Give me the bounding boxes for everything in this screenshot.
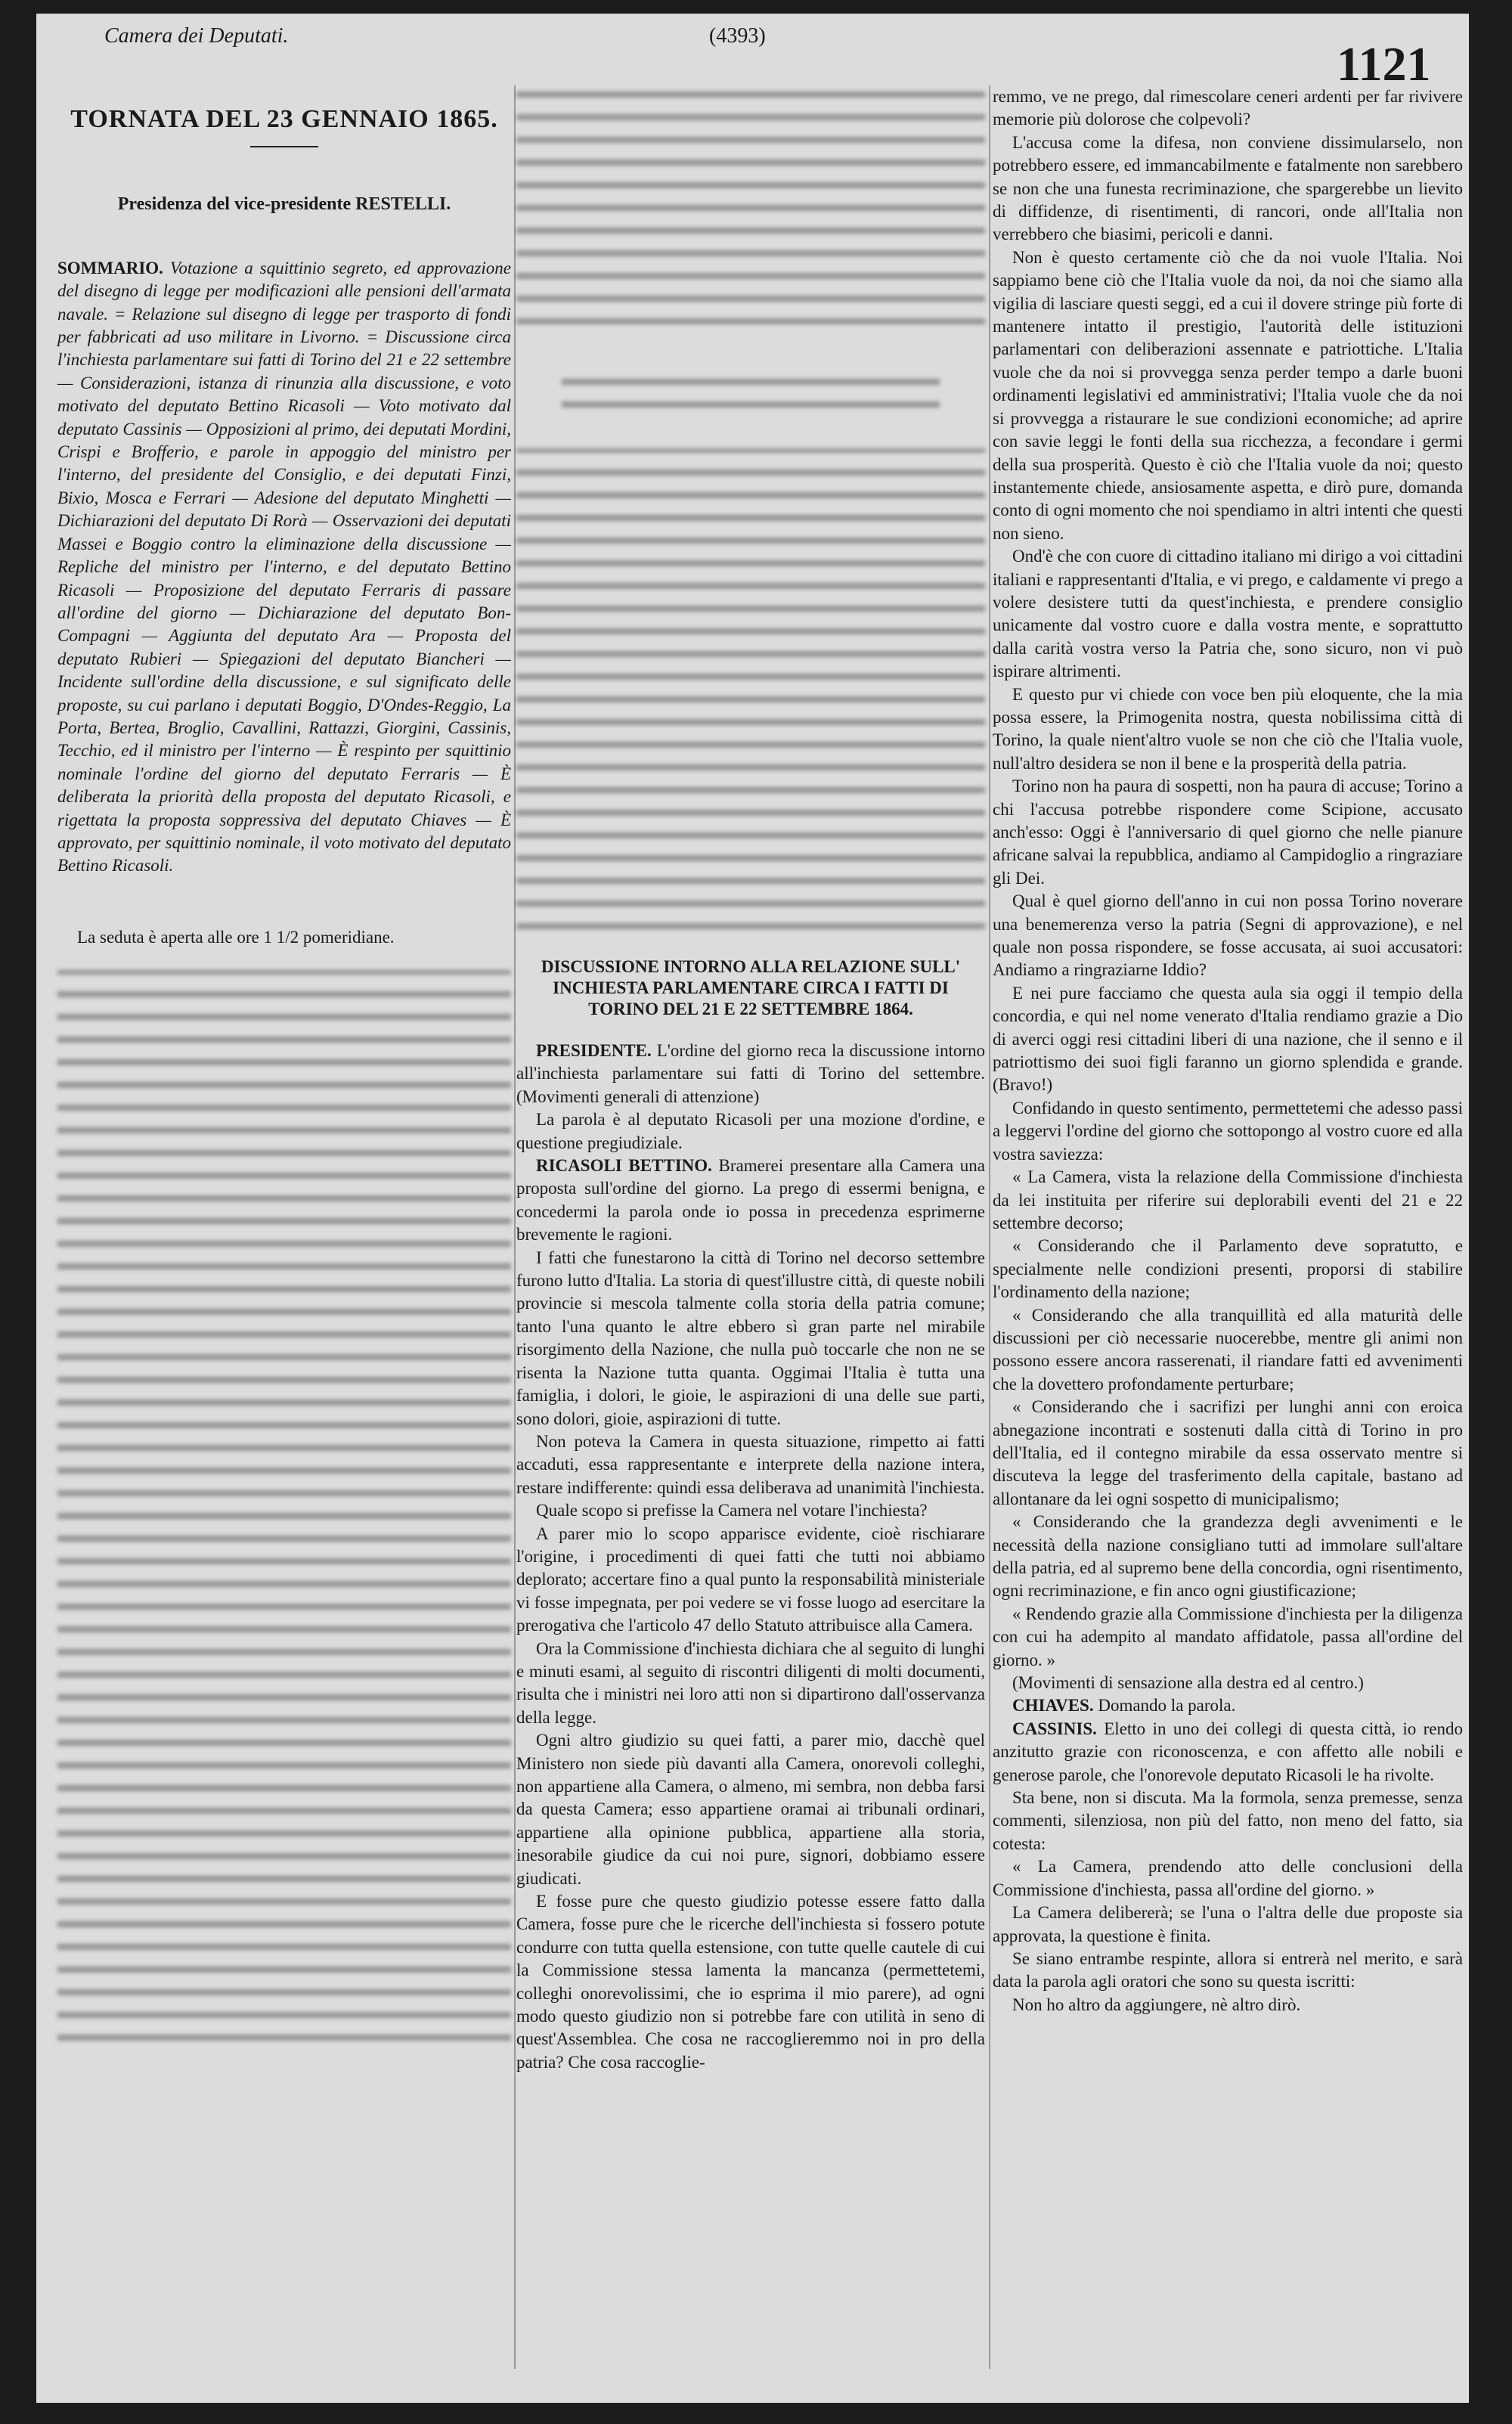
paragraph	[516, 1523, 985, 1638]
column-2-body	[516, 1040, 985, 2074]
speaker-name: PRESIDENTE.	[536, 1041, 657, 1060]
paragraph	[993, 1235, 1463, 1303]
paragraph	[993, 545, 1463, 683]
column-1	[57, 85, 511, 2051]
paragraph-text: (Movimenti di sensazione alla destra ed al centro.)	[1012, 1673, 1364, 1693]
illegible-text-top	[516, 85, 985, 335]
paragraph-text: Confidando in questo sentimento, permettetemi che adesso passi a leggervi l'ordine del giorno che sottopongo al vostro cuore ed alla vostra saviezza:	[993, 1098, 1463, 1164]
paragraph-text: E fosse pure che questo giudizio potesse essere fatto dalla Camera, fosse pure che le ricerche dell'inchiesta si fossero potute condurre con tutta quella estensione, con tutte quelle cautele di cui la Commissione stessa lamenta la mancanza (permettetemi, colleghi onorevolissimi, che io esprima il mio parere), ad ogni modo questo giudizio non si potrebbe fare con utilità in seno di quest'Assemblea. Che cosa ne raccoglieremmo noi in pro della patria? Che cosa raccoglie-	[516, 1892, 985, 2072]
paragraph	[993, 1902, 1463, 1948]
paragraph-text: Domando la parola.	[1098, 1696, 1236, 1716]
paragraph-text: E questo pur vi chiede con voce ben più eloquente, che la mia possa essere, la Primogenita nostra, questa nobilissima città di Torino, la quale nient'altro vuole se non che ciò che l'Italia vuole, null'altro desidera se non il bene e la prosperità della patria.	[993, 684, 1463, 773]
column-rule-1	[514, 85, 516, 2369]
paragraph	[993, 1694, 1463, 1717]
paragraph	[516, 1155, 985, 1247]
illegible-text-block	[57, 970, 511, 2051]
title-rule	[250, 146, 318, 147]
paragraph	[993, 1603, 1463, 1672]
paragraph	[516, 1729, 985, 1890]
header-chamber: Camera dei Deputati.	[104, 24, 289, 48]
summary-label: SOMMARIO.	[57, 258, 163, 277]
paragraph	[993, 132, 1463, 246]
paragraph-text: « La Camera, prendendo atto delle conclusioni della Commissione d'inchiesta, passa all'ordine del giorno. »	[993, 1857, 1463, 1899]
paragraph	[516, 1431, 985, 1499]
paragraph-text: Non ho altro da aggiungere, nè altro dirò.	[1012, 1995, 1301, 2014]
paragraph-text: « Considerando che i sacrifizi per lunghi anni con eroica abnegazione incontrati e sostenuti dalla città di Torino in pro dell'Italia, ed il contegno mirabile da essa osservato mentre si discuteva la legge del trasferimento della capitale, bastano ad allontanare da lei ogni sospetto di municipalismo;	[993, 1397, 1463, 1508]
header-page-number: (4393)	[709, 24, 766, 48]
paragraph-text: Qual è quel giorno dell'anno in cui non possa Torino noverare una benemerenza verso la patria (Segni di approvazione), e nel quale non possa rispondere, se fosse accusata, ai suoi accusatori: Andiamo a ringraziarne Iddio?	[993, 891, 1463, 980]
paragraph-text: « La Camera, vista la relazione della Commissione d'inchiesta da lei instituita per riferire sui deplorabili eventi del 21 e 22 settembre decorso;	[993, 1167, 1463, 1232]
paragraph-text: Ond'è che con cuore di cittadino italiano mi dirigo a voi cittadini italiani e rappresentanti d'Italia, e vi prego, e caldamente vi prego a volere desistere tutti da quest'inchiesta, e prendere consiglio unicamente dal vostro cuore e dalla vostra mente, e soprattutto dalla carità vostra verso la Patria che, sono sicuro, non vi può ispirare altrimenti.	[993, 547, 1463, 681]
paragraph-text: « Considerando che alla tranquillità ed alla maturità delle discussioni per ciò necessarie nuocerebbe, mentre gli animi non possono essere ancora rasserenati, il riandare fatti ed avvenimenti che la dovettero profondamente perturbare;	[993, 1305, 1463, 1393]
paragraph-text: A parer mio lo scopo apparisce evidente, cioè rischiarare l'origine, i procedimenti di quei fatti che tutti noi abbiamo deplorato; accertare fino a qual punto la responsabilità ministeriale vi fosse impegnata, per poi vedere se vi fosse luogo ad esercitare la prerogativa che l'articolo 47 dello Statuto attribuisce alla Camera.	[516, 1524, 985, 1635]
paragraph	[993, 1097, 1463, 1166]
session-title: TORNATA DEL 23 GENNAIO 1865.	[70, 105, 498, 133]
paragraph	[993, 683, 1463, 776]
paragraph-text: Se siano entrambe respinte, allora si entrerà nel merito, e sarà data la parola agli oratori che sono su questa iscritti:	[993, 1948, 1463, 1992]
paragraph-text: « Considerando che il Parlamento deve sopratutto, e specialmente nelle condizioni presenti, proporsi di stabilire l'ordinamento della nazione;	[993, 1236, 1463, 1302]
paragraph	[516, 1247, 985, 1431]
paragraph	[993, 890, 1463, 982]
summary-paragraph	[57, 257, 511, 878]
presidency-line: Presidenza del vice-presidente RESTELLI.	[117, 194, 451, 215]
paragraph	[993, 1718, 1463, 1787]
paragraph	[993, 1994, 1463, 2016]
paragraph	[516, 1108, 985, 1155]
paragraph-text: Sta bene, non si discuta. Ma la formola, senza premesse, senza commenti, silenziosa, non più del fatto, non meno del fatto, sia cotesta:	[993, 1788, 1463, 1853]
paragraph	[993, 1672, 1463, 1694]
speaker-name: RICASOLI BETTINO.	[536, 1156, 719, 1176]
paragraph-text: Ogni altro giudizio su quei fatti, a parer mio, dacchè quel Ministero non siede più davanti alla Camera, onorevoli colleghi, non appartiene alla Camera, o almeno, mi sembra, non debba farsi da questa Camera; esso appartiene oramai ai tribunali ordinari, appartiene alla opinione pubblica, appartiene alla storia, inesorabile giudice da cui noi pure, signori, dobbiamo essere giudicati.	[516, 1731, 985, 1888]
paragraph	[993, 1787, 1463, 1855]
paragraph-text: L'accusa come la difesa, non conviene dissimularselo, non potrebbero essere, ed immancabilmente e fatalmente non sarebbero se non che una funesta recriminazione, che spargerebbe un lievito di diffidenze, di risentimenti, di rancori, onde all'Italia non verrebbero che biasimi, pericoli e danni.	[993, 132, 1463, 244]
paragraph	[993, 1166, 1463, 1235]
paragraph-text: Torino non ha paura di sospetti, non ha paura di accuse; Torino a chi l'accusa potrebbe rispondere come Scipione, accusato anch'esso: Oggi è l'anniversario di quel giorno che nelle pianure africane salvai la repubblica, andiamo al Campidoglio a ringraziare gli Dei.	[993, 776, 1463, 888]
column-3	[993, 85, 1463, 2016]
paragraph-text: I fatti che funestarono la città di Torino nel decorso settembre furono lutto d'Italia. La storia di quest'illustre città, di queste nobili provincie si mescola talmente colla storia della patria comune; tanto l'una quanto le altre ebbero sì gran parte nel mirabile risorgimento della Nazione, che nulla può toccarle che non ne se risenta la Nazione tutta quanta. Oggimai l'Italia è tutta una famiglia, i dolori, le gioie, le aspirazioni di una delle sue parti, sono dolori, gioie, aspirazioni di tutte.	[516, 1248, 985, 1428]
paragraph	[993, 85, 1463, 132]
column-rule-2	[989, 85, 990, 2369]
paragraph-text: Bramerei presentare alla Camera una proposta sull'ordine del giorno. La prego di essermi benigna, e concedermi la parola onde io possa in precedenza esprimerne brevemente le ragioni.	[516, 1156, 985, 1245]
paragraph	[516, 1638, 985, 1730]
paragraph-text: Ora la Commissione d'inchiesta dichiara che al seguito di lunghi e minuti esami, al seguito di riscontri diligenti di molti documenti, risulta che i ministri nei loro atti non si dipartirono dall'osservanza della legge.	[516, 1638, 985, 1727]
paragraph	[993, 1948, 1463, 1994]
speaker-name: CASSINIS.	[1012, 1719, 1105, 1738]
paragraph-text: « Rendendo grazie alla Commissione d'inchiesta per la diligenza con cui ha adempito al mandato affidatole, passa all'ordine del giorno. »	[993, 1604, 1463, 1669]
summary-text: Votazione a squittinio segreto, ed approvazione del disegno di legge per modificazioni alle pensioni dell'armata navale. = Relazione sul disegno di legge per trasporto di fondi per fabbricati ad uso militare in Livorno. = Discussione circa l'inchiesta parlamentare sui fatti di Torino del 21 e 22 settembre — Considerazioni, istanza di rinunzia alla discussione, e voto motivato del deputato Bettino Ricasoli — Voto motivato dal deputato Cassinis — Opposizioni al primo, dei deputati Mordini, Crispi e Brofferio, e parole in appoggio del ministro per l'interno, del presidente del Consiglio, e dei deputati Finzi, Bixio, Mosca e Ferrari — Adesione del deputato Minghetti — Dichiarazioni del deputato Di Rorà — Osservazioni dei deputati Massei e Boggio contro la eliminazione della discussione — Repliche del ministro per l'interno, e del deputato Bettino Ricasoli — Proposizione del deputato Ferraris di passare all'ordine del giorno — Dichiarazione del deputato Bon-Compagni — Aggiunta del deputato Ara — Proposta del deputato Rubieri — Spiegazioni del deputato Biancheri — Incidente sull'ordine della discussione, e sul significato delle proposte, su cui parlano i deputati Boggio, D'Ondes-Reggio, La Porta, Bertea, Broglio, Cavallini, Rattazzi, Giorgini, Cassinis, Tecchio, ed il ministro per l'interno — È respinto per squittinio nominale l'ordine del giorno del deputato Ferraris — È deliberata la priorità della proposta del deputato Ricasoli, e rigettata la proposta soppressiva del deputato Chiaves — È approvato, per squittinio nominale, il voto motivato del deputato Bettino Ricasoli.	[57, 258, 512, 876]
paragraph	[993, 246, 1463, 545]
paragraph-text: Non poteva la Camera in questa situazione, rimpetto ai fatti accaduti, essa rappresentante e interprete della nazione intera, restare indifferente: quindi essa deliberava ad unanimità l'inchiesta.	[516, 1431, 985, 1497]
paragraph-text: Quale scopo si prefisse la Camera nel votare l'inchiesta?	[536, 1501, 928, 1520]
paragraph	[516, 1499, 985, 1522]
paragraph	[516, 1890, 985, 2074]
paragraph	[993, 1855, 1463, 1902]
speaker-name: CHIAVES.	[1012, 1696, 1098, 1716]
paragraph	[516, 1040, 985, 1108]
illegible-heading	[562, 365, 940, 418]
paragraph-text: E nei pure facciamo che questa aula sia oggi il tempio della concordia, e qui nel nome venerato d'Italia rendiamo grazie a Dio di averci oggi resi cittadini liberi di una nazione, che il senno e il patriottismo dei suoi figli faranno un giorno splendida e grande. (Bravo!)	[993, 983, 1463, 1095]
illegible-text-middle	[516, 448, 985, 940]
paragraph	[993, 775, 1463, 890]
newspaper-page	[36, 14, 1469, 2403]
paragraph-text: remmo, ve ne prego, dal rimescolare ceneri ardenti per far rivivere memorie più dolorose che colpevoli?	[993, 87, 1463, 129]
paragraph-text: Non è questo certamente ciò che da noi vuole l'Italia. Noi sappiamo bene ciò che l'Italia vuole da noi, da noi che siamo alla vigilia di lasciare questi seggi, ed a cui il dovere stringe più forte di mantenere intatto il prestigio, l'autorità delle istituzioni parlamentari con deliberazioni assennate e patriottiche. L'Italia vuole che da noi si provvegga senza perder tempo a darle buoni ordinamenti legislativi ed amministrativi; l'Italia vuole che da noi si provvegga a ristaurare le sue condizioni economiche; ad aprire con savie leggi le fonti della sua ricchezza, a fecondare i germi della sua prosperità. Questo è ciò che l'Italia vuole da noi; questo instantemente chiede, ansiosamente aspetta, e dirò pure, domanda conto di ogni momento che noi spendiamo in altri intenti che questi non sieno.	[993, 247, 1463, 543]
paragraph-text: Eletto in uno dei collegi di questa città, io rendo anzitutto grazie con riconoscenza, e con affetto alle nobili e generose parole, che l'onorevole deputato Ricasoli le ha rivolte.	[993, 1719, 1463, 1784]
column-3-body	[993, 85, 1463, 2016]
paragraph	[993, 982, 1463, 1097]
column-2	[516, 85, 985, 2074]
paragraph	[993, 1511, 1463, 1603]
paragraph-text: La parola è al deputato Ricasoli per una mozione d'ordine, e questione pregiudiziale.	[516, 1110, 985, 1152]
header-sheet-number: 1121	[1337, 37, 1431, 91]
paragraph-text: L'ordine del giorno reca la discussione intorno all'inchiesta parlamentare sui fatti di Torino del settembre. (Movimenti generali di attenzione)	[516, 1041, 985, 1106]
opening-line: La seduta è aperta alle ore 1 1/2 pomeridiane.	[77, 927, 395, 947]
paragraph	[993, 1396, 1463, 1511]
paragraph-text: « Considerando che la grandezza degli avvenimenti e le necessità della nazione consigliano tutti ad immolare sull'altare della patria, ed al supremo bene della concordia, ogni risentimento, ogni recriminazione, e fin anco ogni giustificazione;	[993, 1512, 1463, 1601]
paragraph	[993, 1304, 1463, 1396]
paragraph-text: La Camera delibererà; se l'una o l'altra delle due proposte sia approvata, la questione è finita.	[993, 1903, 1463, 1945]
section-title: DISCUSSIONE INTORNO ALLA RELAZIONE SULL' INCHIESTA PARLAMENTARE CIRCA I FATTI DI TORINO DEL 21 E 22 SETTEMBRE 1864.	[541, 957, 961, 1018]
